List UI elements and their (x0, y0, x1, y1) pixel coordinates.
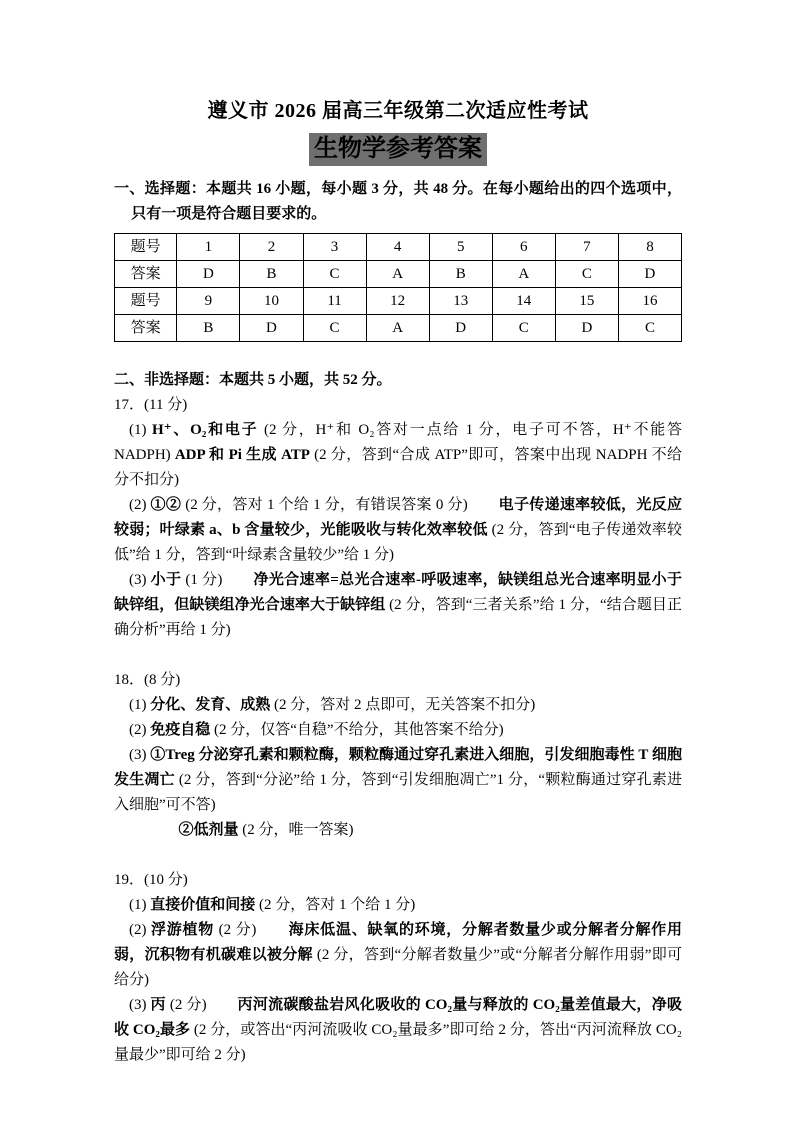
answer-table (114, 233, 682, 342)
answer-text: 丙河流碳酸盐岩风化吸收的 CO₂量与释放的 CO₂量差值最大，净吸收 CO₂最多 (114, 997, 682, 1038)
answer-cell: C (618, 315, 681, 342)
question-block (114, 868, 682, 1068)
answer-paragraph (114, 718, 682, 743)
answer-cell: A (366, 261, 429, 288)
grading-note: (2 分，唯一答案) (238, 822, 354, 838)
answer-cell: D (429, 315, 492, 342)
answer-cell: B (240, 261, 303, 288)
answer-text: ①Treg 分泌穿孔素和颗粒酶，颗粒酶通过穿孔素进入细胞，引发细胞毒性 T 细胞发生凋亡 (114, 747, 682, 788)
answer-paragraph (114, 418, 682, 493)
grading-note: (2) (129, 722, 151, 738)
grading-note: (1 分) (181, 572, 254, 588)
grading-note: (2 分，H⁺和 O₂答对一点给 1 分，电子可不答，H⁺不能答 NADPH) (114, 422, 683, 463)
answer-text: ②低剂量 (178, 822, 239, 838)
answer-cell: 1 (177, 234, 240, 261)
choice-section-heading: 一、选择题：本题共 16 小题，每小题 3 分，共 48 分。在每小题给出的四个选项中，只有一项是符合题目要求的。 (114, 181, 682, 222)
row-label-cell: 题号 (115, 288, 177, 315)
answer-cell: 3 (303, 234, 366, 261)
answer-cell: 11 (303, 288, 366, 315)
grading-note: (2 分，答到“分解者数量少”或“分解者分解作用弱”即可给分) (114, 947, 682, 988)
answer-paragraph (114, 893, 682, 918)
grading-note: (2 分，答到“分泌”给 1 分，答到“引发细胞凋亡”1 分，“颗粒酶通过穿孔素进入细胞”可不答) (114, 772, 682, 813)
grading-note: (3) (129, 997, 151, 1013)
answer-paragraph (114, 693, 682, 718)
grading-note: (2 分) (165, 997, 238, 1013)
answer-table-row (115, 315, 682, 342)
grading-note: (2 分) (214, 922, 289, 938)
answer-text: 电子传递速率较低，光反应较弱；叶绿素 a、b 含量较少，光能吸收与转化效率较低 (114, 497, 682, 538)
answer-text: 浮游植物 (151, 922, 215, 938)
answer-text: 小于 (150, 572, 182, 588)
answer-cell: C (555, 261, 618, 288)
answer-cell: 7 (555, 234, 618, 261)
answer-text: 海床低温、缺氧的环境，分解者数量少或分解者分解作用弱，沉积物有机碳难以被分解 (114, 922, 682, 963)
answer-paragraph (114, 993, 682, 1068)
answer-text: 丙 (150, 997, 166, 1013)
grading-note: (2) (129, 922, 152, 938)
grading-note: (1) (129, 422, 153, 438)
question-block (114, 668, 682, 843)
answer-table-row (115, 288, 682, 315)
answer-cell: C (303, 261, 366, 288)
question-number: 19．(10 分) (114, 872, 188, 888)
question-number: 18．(8 分) (114, 672, 181, 688)
answer-text: ADP 和 Pi 生成 ATP (174, 447, 310, 463)
grading-note: (1) (129, 897, 151, 913)
row-label-cell: 题号 (115, 234, 177, 261)
answer-cell: 16 (618, 288, 681, 315)
answer-cell: 10 (240, 288, 303, 315)
answer-table-row (115, 261, 682, 288)
grading-note: (1) (129, 697, 151, 713)
answer-paragraph (114, 743, 682, 818)
answer-cell: 9 (177, 288, 240, 315)
non-choice-section-heading: 二、非选择题：本题共 5 小题，共 52 分。 (114, 372, 392, 388)
grading-note: (2 分，答到“电子传递效率较低”给 1 分，答到“叶绿素含量较少”给 1 分) (114, 522, 682, 563)
answer-key-subtitle: 生物学参考答案 (309, 133, 487, 166)
grading-note: (2 分，答到“合成 ATP”即可，答案中出现 NADPH 不给分不扣分) (114, 447, 682, 488)
grading-note: (2 分，答对 2 点即可，无关答案不扣分) (270, 697, 536, 713)
answer-table-row (115, 234, 682, 261)
answer-cell: A (366, 315, 429, 342)
grading-note: (2 分，仅答“自稳”不给分，其他答案不给分) (210, 722, 504, 738)
grading-note: (2 分，答对 1 个给 1 分，有错误答案 0 分) (181, 497, 499, 513)
answer-cell: 6 (492, 234, 555, 261)
subtitle-row (114, 133, 682, 166)
row-label-cell: 答案 (115, 315, 177, 342)
answer-text: 直接价值和间接 (150, 897, 256, 913)
row-label-cell: 答案 (115, 261, 177, 288)
answer-cell: D (177, 261, 240, 288)
answer-cell: 5 (429, 234, 492, 261)
answer-paragraph (114, 493, 682, 568)
answer-cell: 8 (618, 234, 681, 261)
answer-cell: C (492, 315, 555, 342)
question-block (114, 393, 682, 643)
answer-cell: D (555, 315, 618, 342)
grading-note: (2 分，或答出“丙河流吸收 CO₂量最多”即可给 2 分，答出“丙河流释放 CO₂量最少”即可给 2 分) (114, 1022, 682, 1063)
exam-title: 遵义市 2026 届高三年级第二次适应性考试 (207, 100, 589, 122)
answer-cell: 2 (240, 234, 303, 261)
answer-paragraph (114, 568, 682, 643)
answer-text: H⁺、O₂和电子 (152, 422, 259, 438)
answer-cell: 12 (366, 288, 429, 315)
grading-note: (3) (129, 747, 151, 763)
answer-text: 分化、发育、成熟 (150, 697, 271, 713)
grading-note: (2 分，答到“三者关系”给 1 分，“结合题目正确分析”再给 1 分) (114, 597, 682, 638)
answer-cell: B (429, 261, 492, 288)
answer-cell: 4 (366, 234, 429, 261)
answer-paragraph (114, 918, 682, 993)
grading-note: (3) (129, 572, 151, 588)
grading-note: (2 分，答对 1 个给 1 分) (255, 897, 416, 913)
answer-cell: D (618, 261, 681, 288)
answer-cell: D (240, 315, 303, 342)
answer-cell: 15 (555, 288, 618, 315)
questions-container (114, 393, 682, 1068)
answer-text: 净光合速率=总光合速率-呼吸速率，缺镁组总光合速率明显小于缺锌组，但缺镁组净光合速率大于缺锌组 (114, 572, 682, 613)
answer-text: 免疫自稳 (150, 722, 211, 738)
answer-text: ①② (150, 497, 182, 513)
answer-cell: C (303, 315, 366, 342)
answer-paragraph (114, 818, 682, 843)
answer-cell: 14 (492, 288, 555, 315)
answer-cell: 13 (429, 288, 492, 315)
grading-note: (2) (129, 497, 151, 513)
answer-cell: A (492, 261, 555, 288)
answer-cell: B (177, 315, 240, 342)
question-number: 17．(11 分) (114, 397, 188, 413)
